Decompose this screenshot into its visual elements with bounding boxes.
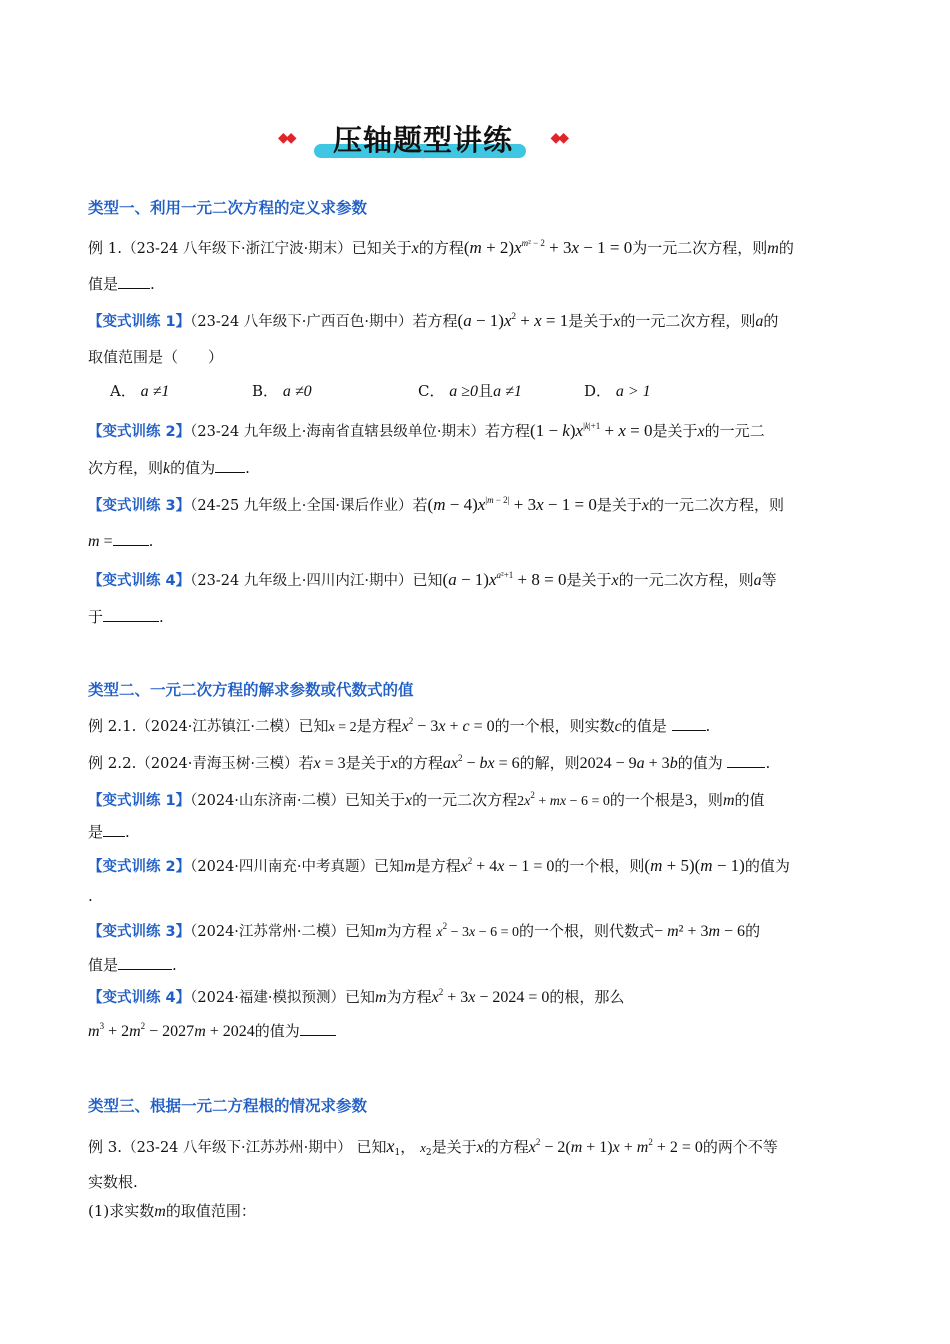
section-heading-1: 类型一、利用一元二次方程的定义求参数 <box>88 199 368 217</box>
equation-v24-expr: $m^3 + 2m^2 - 2027m + 2024$ <box>88 1021 255 1040</box>
equation-v24: $x^2 + 3x - 2024 = 0$ <box>431 987 550 1006</box>
page-title: 压轴题型讲练 <box>332 123 513 157</box>
option-a[interactable]: A． a ≠1 <box>110 382 170 400</box>
diamond-right-icon: ◆◆ <box>550 130 566 146</box>
variant-2-3-line-2: 值是 . <box>88 956 177 974</box>
variant-2-3-line-1: 【变式训练 3】（2024·江苏常州·二模）已知m为方程 $x^2 - 3x - 6 = 0$的一个根，则代数式− m² + 3m − 6的 <box>88 921 761 940</box>
section-heading-3: 类型三、根据一元二方程根的情况求参数 <box>88 1097 368 1115</box>
diamond-left-icon: ◆◆ <box>278 130 294 146</box>
example-1-line-2: 值是 . <box>88 275 155 293</box>
equation-v11: $(a - 1)x^2 + x = 1$ <box>457 311 569 330</box>
variant-1-2-line-2: 次方程，则k的值为 . <box>88 459 250 477</box>
option-d[interactable]: D． a > 1 <box>584 382 651 400</box>
page-title-banner <box>278 118 568 162</box>
equation-v14: $(a - 1)x^{a^2+1} + 8 = 0$ <box>442 570 567 589</box>
equation-v23: $x^2 - 3x - 6 = 0$ <box>436 921 520 940</box>
variant-1-4-line-1: 【变式训练 4】（23-24 九年级上·四川内江·期中）已知$(a - 1)x^{a^2+1} + 8 = 0$是关于x的一元二次方程，则a等 <box>88 570 777 589</box>
variant-2-4-line-1: 【变式训练 4】（2024·福建·模拟预测）已知m为方程$x^2 + 3x - 2024 = 0$的根，那么 <box>88 987 625 1006</box>
equation-v13: $(m - 4)x^{|m - 2|} + 3x - 1 = 0$ <box>427 495 597 514</box>
example-1-line-1: 例 1.（23-24 八年级下·浙江宁波·期末）已知关于x的方程$(m + 2)x^{m^2 - 2} + 3x - 1 = 0$为一元二次方程，则m的 <box>88 238 794 257</box>
section-heading-2: 类型二、一元二次方程的解求参数或代数式的值 <box>88 681 414 699</box>
equation-ex3: $x^2 - 2(m + 1)x + m^2 + 2 = 0$ <box>528 1137 703 1156</box>
variant-1-3-line-1: 【变式训练 3】（24-25 九年级上·全国·课后作业）若$(m - 4)x^{|m - 2|} + 3x - 1 = 0$是关于x的一元二次方程，则 <box>88 495 784 514</box>
equation-ex21: $x^2 - 3x + c = 0$ <box>401 716 495 735</box>
variant-2-4-line-2: $m^3 + 2m^2 - 2027m + 2024$的值为 <box>88 1021 336 1042</box>
variant-2-1-line-2: 是 . <box>88 823 130 841</box>
variant-2-1-line-1: 【变式训练 1】（2024·山东济南·二模）已知关于x的一元二次方程$2x^2$ + mx − 6 = 0的一个根是3，则m的值 <box>88 790 765 809</box>
example-2-1: 例 2.1.（2024·江苏镇江·二模）已知x = 2是方程$x^2 - 3x + c = 0$的一个根，则实数c的值是 . <box>88 716 711 735</box>
example-2-2: 例 2.2.（2024·青海玉树·三模）若x = 3是关于x的方程$ax^2$ − bx = 6的解，则2024 − 9a + 3b的值为 . <box>88 753 771 772</box>
variant-1-2-line-1: 【变式训练 2】（23-24 九年级上·海南省直辖县级单位·期末）若方程$(1 - k)x^{|k|+1} + x = 0$是关于x的一元二 <box>88 421 765 440</box>
example-3-line-3: (1)求实数m的取值范围： <box>88 1202 256 1220</box>
equation-v22: $x^2 + 4x - 1 = 0$ <box>460 856 555 875</box>
variant-1-3-line-2: m = . <box>88 532 154 550</box>
variant-2-2-line-1: 【变式训练 2】（2024·四川南充·中考真题）已知m是方程$x^2 + 4x - 1 = 0$的一个根，则(m + 5)(m − 1)的值为 <box>88 856 790 875</box>
variant-1-1-line-2: 取值范围是（ ） <box>88 348 224 366</box>
equation-v21: $2x^2$ + mx − 6 = 0 <box>517 790 610 809</box>
variant-1-1-line-1: 【变式训练 1】（23-24 八年级下·广西百色·期中）若方程$(a - 1)x^2 + x = 1$是关于x的一元二次方程，则a的 <box>88 311 779 330</box>
equation-ex1: $(m + 2)x^{m^2 - 2} + 3x - 1 = 0$ <box>463 238 633 257</box>
example-3-line-2: 实数根. <box>88 1173 138 1191</box>
equation-ex22: $ax^2$ − bx = 6 <box>442 753 520 772</box>
equation-v12: $(1 - k)x^{|k|+1} + x = 0$ <box>530 421 653 440</box>
variant-1-4-line-2: 于 . <box>88 608 164 626</box>
variant-2-2-line-2: . <box>88 887 93 905</box>
example-3-line-1: 例 3.（23-24 八年级下·江苏苏州·期中） 已知$x_1$， $x_2$是关于x的方程$x^2 - 2(m + 1)x + m^2 + 2 = 0$的两个不等 <box>88 1136 778 1158</box>
equation-v13-answer: m = <box>88 533 113 550</box>
option-c[interactable]: C． a ≥0且a ≠1 <box>418 382 522 400</box>
option-b[interactable]: B． a ≠0 <box>252 382 312 400</box>
